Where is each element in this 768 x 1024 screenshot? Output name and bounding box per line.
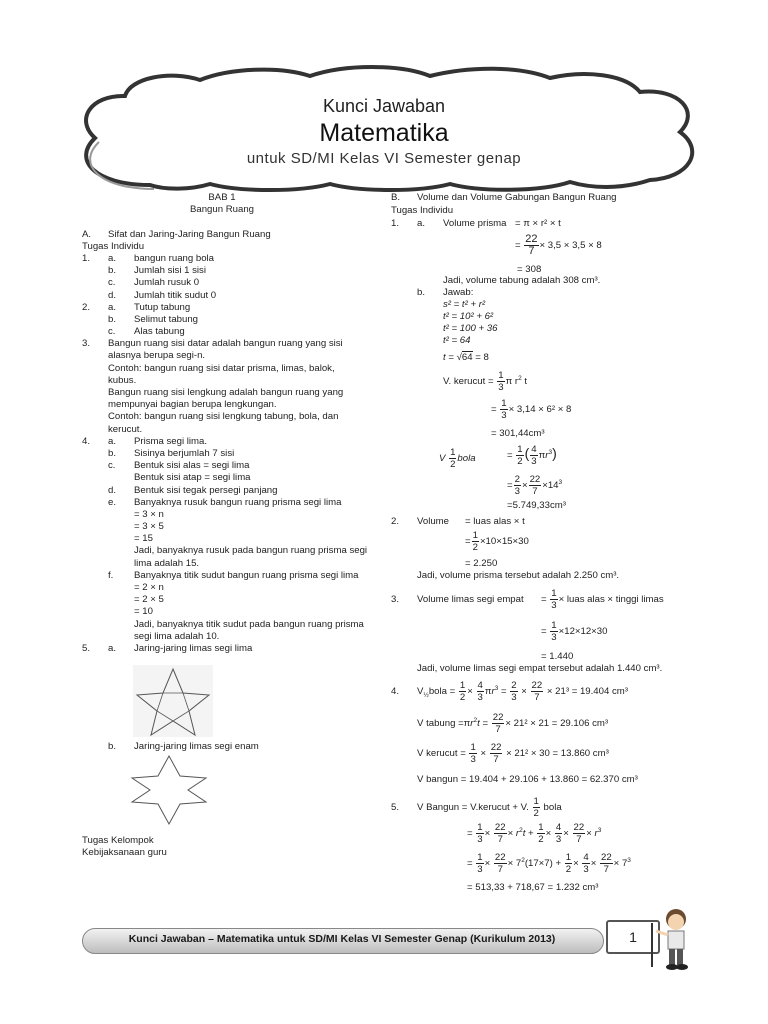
item-text: Bentuk sisi tegak persegi panjang xyxy=(134,484,278,496)
net-limas-segi-enam-figure xyxy=(128,754,210,826)
equation: =5.749,33cm³ xyxy=(507,500,566,511)
item-letter: d. xyxy=(108,289,117,301)
item-text: Jaring-jaring limas segi lima xyxy=(134,642,253,654)
equation: s² = t² + r² xyxy=(443,299,486,310)
item-letter: e. xyxy=(108,496,117,508)
equation-text: = 8 xyxy=(475,352,489,363)
equation: = 2.250 xyxy=(465,558,498,569)
bab-title: Bangun Ruang xyxy=(189,204,254,216)
item-text: Contoh: bangun ruang sisi lengkung tabung, bola, dan xyxy=(108,411,339,423)
footer-text: Kunci Jawaban – Matematika untuk SD/MI Kelas VI Semester Genap (Kurikulum 2013) xyxy=(128,933,556,945)
section-a-title: Sifat dan Jaring-Jaring Bangun Ruang xyxy=(108,228,271,240)
equation: V kerucut = $\frac{1}{3}$ × $\frac{22}{7}$ × 21² × 30 = 13.860 cm³ xyxy=(417,742,609,765)
kebijaksanaan: Kebijaksanaan guru xyxy=(82,847,167,859)
equation: = $\frac{1}{2}$ ×10×15×30 xyxy=(465,530,529,553)
item-number: 3. xyxy=(391,594,400,605)
equation-text: × 21² × 30 = 13.860 cm³ xyxy=(506,748,609,760)
tugas-individu-right: Tugas Individu xyxy=(391,205,454,216)
volume-prisma-label: Volume prisma xyxy=(443,218,507,229)
equation: = $\frac{2}{3}$ × $\frac{22}{7}$ $\times 14^3$ xyxy=(507,474,563,497)
item-text: Jaring-jaring limas segi enam xyxy=(134,741,259,752)
equation: V tabung $=\pi r^2t$ = $\frac{22}{7}$ × 21² × 21 = 29.106 cm³ xyxy=(417,712,609,735)
item-text: Bangun ruang sisi datar adalah bangun ruang yang sisi xyxy=(108,338,343,350)
item-text: Jumlah rusuk 0 xyxy=(134,277,200,289)
item-text: Tutup tabung xyxy=(134,301,191,313)
item-text: Alas tabung xyxy=(134,326,185,338)
equation-text: V. kerucut = xyxy=(443,376,494,388)
item-text: segi lima adalah 10. xyxy=(134,630,220,642)
section-a-letter: A. xyxy=(82,228,92,240)
equation: = 1.440 xyxy=(541,651,574,662)
item-text: Bangun ruang sisi lengkung adalah bangun ruang yang xyxy=(108,387,344,399)
item-number: 5. xyxy=(391,802,400,813)
item-text: = 2 × n xyxy=(134,582,164,594)
item-letter: c. xyxy=(108,460,116,472)
equation: V $\frac{1}{2}$ bola xyxy=(439,447,476,470)
item-letter: b. xyxy=(108,741,117,752)
equation: = 308 xyxy=(517,264,542,275)
equation: = luas alas × t xyxy=(465,516,525,527)
item-letter: b. xyxy=(108,313,117,325)
item-number: 1. xyxy=(391,218,400,229)
item-text: Bentuk sisi alas = segi lima xyxy=(134,460,250,472)
equation: $V_{\frac{1}{2}}bola$ = $\frac{1}{2}$ × $\frac{4}{3}$ $\pi r^3$ = $\frac{2}{3}$ × $\frac{22}{7}$ × 21³ = 19.404 cm³ xyxy=(417,680,628,703)
tugas-individu-left: Tugas Individu xyxy=(82,240,145,252)
equation: V. kerucut = $\frac{1}{3}$ π $r^2$ t xyxy=(443,370,528,393)
volume-limas-label: Volume limas segi empat xyxy=(417,594,524,605)
item-text: Jumlah titik sudut 0 xyxy=(134,289,217,301)
item-text: Banyaknya titik sudut bangun ruang prisma segi lima xyxy=(134,569,359,581)
section-b-title: Volume dan Volume Gabungan Bangun Ruang xyxy=(417,192,617,203)
equation-text: × 21³ = 19.404 cm³ xyxy=(546,686,628,698)
equation-text: × 3,5 × 3,5 × 8 xyxy=(539,240,602,252)
item-text: kubus. xyxy=(108,374,137,386)
item-text: Jadi, banyaknya rusuk pada bangun ruang prisma segi xyxy=(134,545,368,557)
right-column xyxy=(391,192,691,902)
item-letter: a. xyxy=(108,642,117,654)
equation-text: × 21² × 21 = 29.106 cm³ xyxy=(505,718,609,730)
equation-text: bola xyxy=(457,453,476,465)
item-letter: b. xyxy=(108,265,117,277)
equation-text: ×12×12×30 xyxy=(558,626,608,638)
item-text: alasnya berupa segi-n. xyxy=(108,350,206,362)
item-text: Sisinya berjumlah 7 sisi xyxy=(134,447,235,459)
item-text: kerucut. xyxy=(108,423,143,435)
equation-text: × luas alas × tinggi limas xyxy=(558,594,664,606)
equation: t = √64 = 8 xyxy=(443,352,489,363)
item-letter: b. xyxy=(417,287,426,298)
equation: t² = 64 xyxy=(443,335,471,346)
kid-illustration xyxy=(648,905,696,975)
item-text: lima adalah 15. xyxy=(134,557,200,569)
equation-text: × 3,14 × 6² × 8 xyxy=(508,404,572,416)
item-text: mempunyai bagian berupa lengkungan. xyxy=(108,399,277,411)
item-letter: f. xyxy=(108,569,114,581)
item-text: Contoh: bangun ruang sisi datar prisma, limas, balok, xyxy=(108,362,335,374)
jawab-label: Jawab: xyxy=(443,287,474,298)
equation: V Bangun = V.kerucut + V. $\frac{1}{2}$ bola xyxy=(417,796,562,819)
conclusion: Jadi, volume tabung adalah 308 cm³. xyxy=(443,275,601,286)
item-number: 5. xyxy=(82,642,91,654)
equation: = $\frac{1}{3}$ × luas alas × tinggi limas xyxy=(541,588,664,611)
equation: V bangun = 19.404 + 29.106 + 13.860 = 62.370 cm³ xyxy=(417,774,638,785)
item-letter: a. xyxy=(417,218,426,229)
equation: = π × r² × t xyxy=(515,218,561,229)
section-b-letter: B. xyxy=(391,192,401,203)
equation: = $\frac{22}{7}$ × 3,5 × 3,5 × 8 xyxy=(515,233,602,257)
item-text: Jumlah sisi 1 sisi xyxy=(134,265,206,277)
item-text: Bentuk sisi atap = segi lima xyxy=(134,472,251,484)
item-text: Selimut tabung xyxy=(134,313,198,325)
conclusion: Jadi, volume limas segi empat tersebut adalah 1.440 cm³. xyxy=(417,663,663,674)
item-letter: d. xyxy=(108,484,117,496)
bab-number: BAB 1 xyxy=(208,192,236,203)
item-number: 4. xyxy=(391,686,400,697)
item-text: Prisma segi lima. xyxy=(134,435,208,447)
item-number: 4. xyxy=(82,435,91,447)
equation: t² = 10² + 6² xyxy=(443,311,494,322)
conclusion: Jadi, volume prisma tersebut adalah 2.250 cm³. xyxy=(417,570,620,581)
item-number: 2. xyxy=(82,301,91,313)
page-number: 1 xyxy=(606,920,660,954)
item-letter: c. xyxy=(108,277,116,289)
item-text: Banyaknya rusuk bangun ruang prisma segi lima xyxy=(134,496,342,508)
tugas-kelompok: Tugas Kelompok xyxy=(82,835,154,846)
equation: = 301,44cm³ xyxy=(491,428,545,439)
equation: = 513,33 + 718,67 = 1.232 cm³ xyxy=(467,882,599,893)
header-title: Matematika xyxy=(319,119,449,147)
left-column xyxy=(82,192,382,655)
equation: = $\frac{1}{2}$ ( $\frac{4}{3}$ $\pi r^3$) xyxy=(507,444,557,467)
volume-label: Volume xyxy=(417,516,449,527)
net-limas-segi-lima-figure xyxy=(133,665,213,737)
item-number: 3. xyxy=(82,338,91,350)
header-line1: Kunci Jawaban xyxy=(322,96,446,116)
equation: = $\frac{1}{3}$ × 3,14 × 6² × 8 xyxy=(491,398,572,421)
equation-text: V Bangun = V.kerucut + V. xyxy=(417,802,529,814)
item-letter: a. xyxy=(108,252,117,264)
equation: = $\frac{1}{3}$ × $\frac{22}{7}$ × $r^2t$ + $\frac{1}{2}$ × $\frac{4}{3}$ × $\frac{22}{7}$ × $r^3$ xyxy=(467,822,602,845)
equation: t² = 100 + 36 xyxy=(443,323,498,334)
item-letter: c. xyxy=(108,326,116,338)
item-text: = 10 xyxy=(134,606,153,618)
item-letter: a. xyxy=(108,301,117,313)
item-text: bangun ruang bola xyxy=(134,252,215,264)
item-letter: b. xyxy=(108,447,117,459)
item-number: 2. xyxy=(391,516,400,527)
header-subtitle: untuk SD/MI Kelas VI Semester genap xyxy=(246,150,522,167)
item-text: = 15 xyxy=(134,533,153,545)
tugas-kelompok-block xyxy=(82,835,167,859)
equation: = $\frac{1}{3}$ ×12×12×30 xyxy=(541,620,608,643)
item-letter: a. xyxy=(108,435,117,447)
item-number: 1. xyxy=(82,252,91,264)
equation: = $\frac{1}{3}$ × $\frac{22}{7}$ × $7^2(17\times 7)$ + $\frac{1}{2}$ × $\frac{4}{3}$ × $\frac{22}{7}$ × $7^3$ xyxy=(467,852,631,875)
item-text: = 3 × n xyxy=(134,508,164,520)
item-text: = 2 × 5 xyxy=(134,594,164,606)
item-text: = 3 × 5 xyxy=(134,521,164,533)
item-text: Jadi, banyaknya titik sudut pada bangun ruang prisma xyxy=(134,618,364,630)
